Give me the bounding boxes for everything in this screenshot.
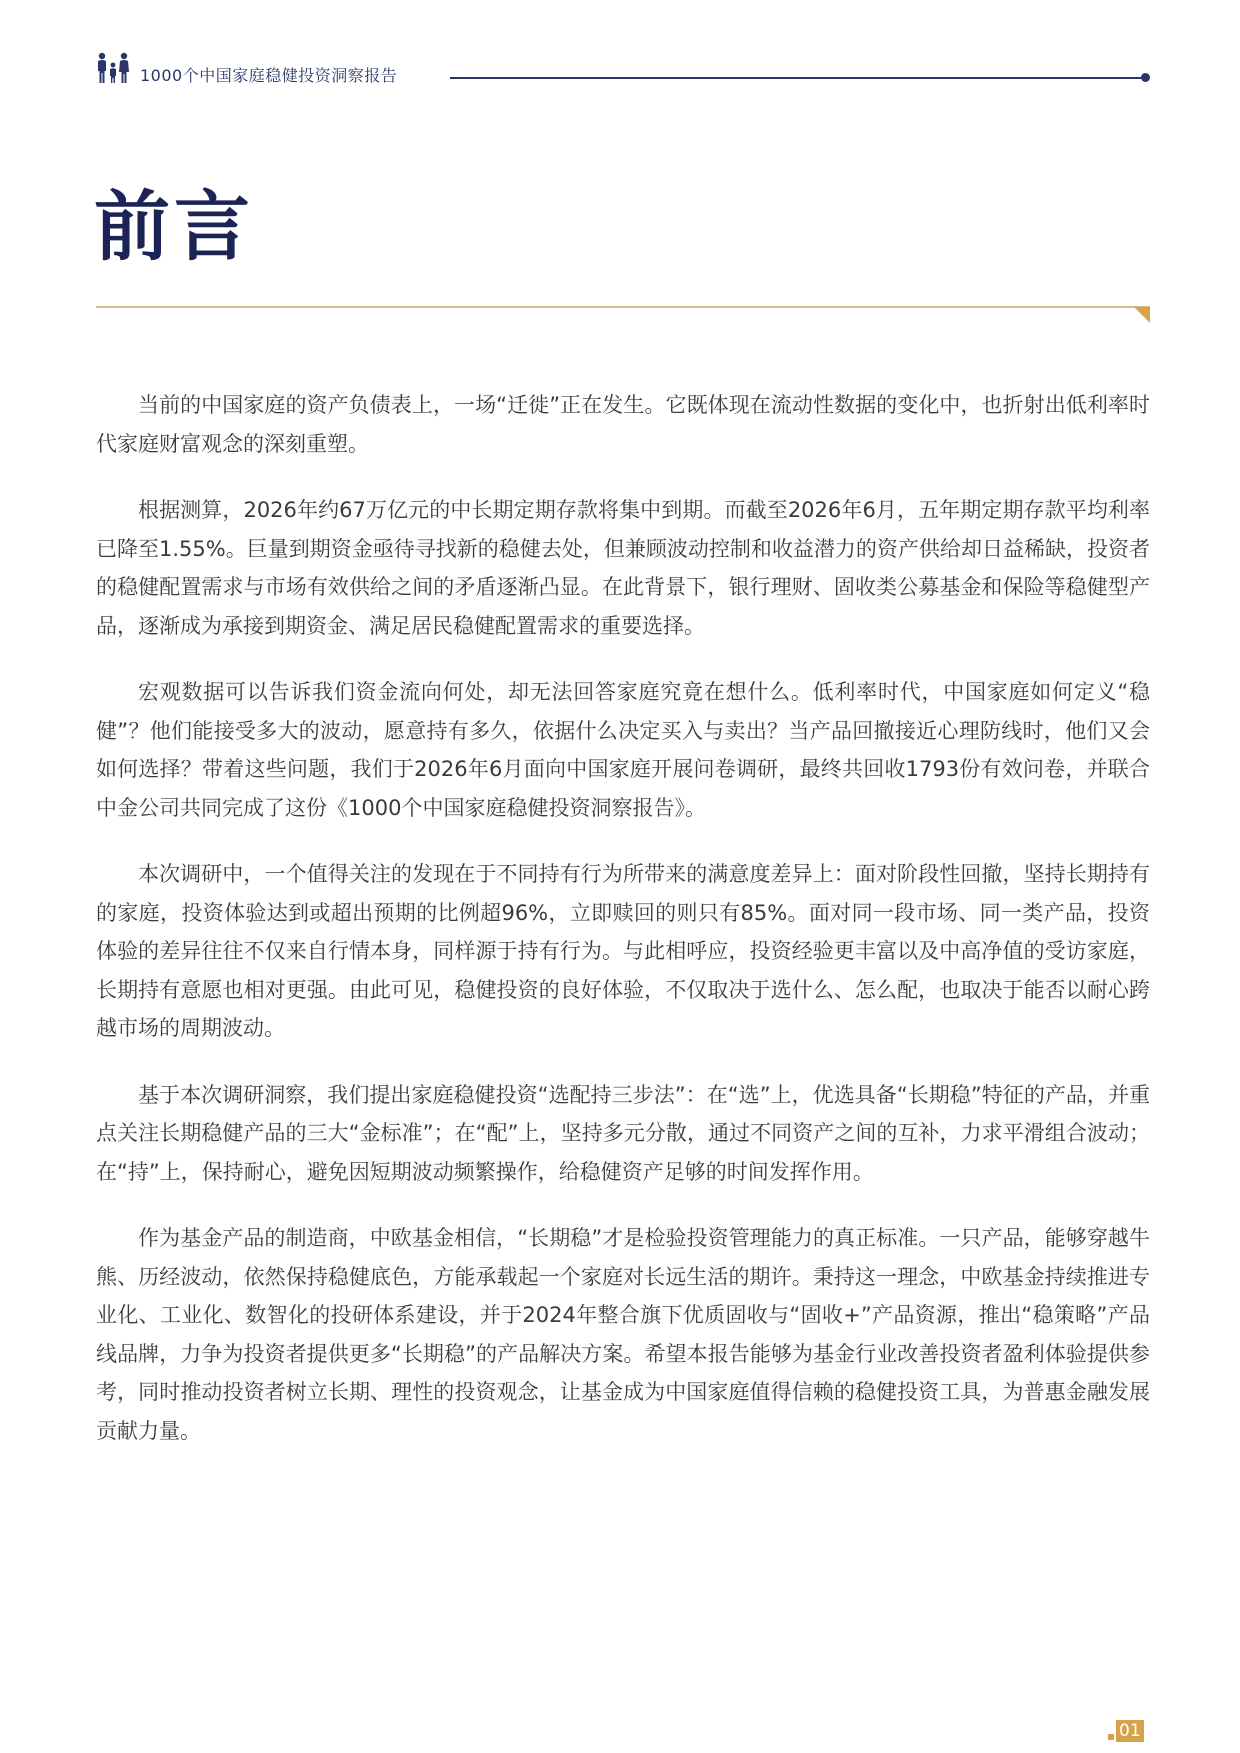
page-title: 前言 xyxy=(94,182,254,271)
paragraph: 作为基金产品的制造商，中欧基金相信，“长期稳”才是检验投资管理能力的真正标准。一只产品，能够穿越牛熊、历经波动，依然保持稳健底色，方能承载起一个家庭对长远生活的期许。秉持这一理念，中欧基金持续推进专业化、工业化、数智化的投研体系建设，并于2024年整合旗下优质固收与“固收+”产品资源，推出“稳策略”产品线品牌，力争为投资者提供更多“长期稳”的产品解决方案。希望本报告能够为基金行业改善投资者盈利体验提供参考，同时推动投资者树立长期、理性的投资观念，让基金成为中国家庭值得信赖的稳健投资工具，为普惠金融发展贡献力量。 xyxy=(96,1226,1150,1443)
family-icon xyxy=(96,52,130,84)
title-divider xyxy=(96,306,1150,308)
title-divider-corner xyxy=(1134,307,1150,323)
page-number: 01 xyxy=(1116,1720,1144,1742)
paragraph: 宏观数据可以告诉我们资金流向何处，却无法回答家庭究竟在想什么。低利率时代，中国家庭如何定义“稳健”？他们能接受多大的波动，愿意持有多久，依据什么决定买入与卖出？当产品回撤接近心理防线时，他们又会如何选择？带着这些问题，我们于2026年6月面向中国家庭开展问卷调研，最终共回收1793份有效问卷，并联合中金公司共同完成了这份《1000个中国家庭稳健投资洞察报告》。 xyxy=(96,680,1150,820)
paragraph: 当前的中国家庭的资产负债表上，一场“迁徙”正在发生。它既体现在流动性数据的变化中，也折射出低利率时代家庭财富观念的深刻重塑。 xyxy=(96,393,1150,456)
header-dot xyxy=(1141,73,1150,82)
page-header xyxy=(96,52,1150,84)
page-number-accent xyxy=(1108,1734,1114,1740)
paragraph: 根据测算，2026年约67万亿元的中长期定期存款将集中到期。而截至2026年6月，五年期定期存款平均利率已降至1.55%。巨量到期资金亟待寻找新的稳健去处，但兼顾波动控制和收益潜力的资产供给却日益稀缺，投资者的稳健配置需求与市场有效供给之间的矛盾逐渐凸显。在此背景下，银行理财、固收类公募基金和保险等稳健型产品，逐渐成为承接到期资金、满足居民稳健配置需求的重要选择。 xyxy=(96,498,1150,638)
preface-body xyxy=(96,386,1150,1478)
paragraph: 本次调研中，一个值得关注的发现在于不同持有行为所带来的满意度差异上：面对阶段性回撤，坚持长期持有的家庭，投资体验达到或超出预期的比例超96%，立即赎回的则只有85%。面对同一段市场、同一类产品，投资体验的差异往往不仅来自行情本身，同样源于持有行为。与此相呼应，投资经验更丰富以及中高净值的受访家庭，长期持有意愿也相对更强。由此可见，稳健投资的良好体验，不仅取决于选什么、怎么配，也取决于能否以耐心跨越市场的周期波动。 xyxy=(96,862,1150,1040)
header-divider xyxy=(450,77,1144,79)
page-number-badge xyxy=(1108,1720,1144,1742)
report-title: 1000个中国家庭稳健投资洞察报告 xyxy=(140,66,398,85)
paragraph: 基于本次调研洞察，我们提出家庭稳健投资“选配持三步法”：在“选”上，优选具备“长期稳”特征的产品，并重点关注长期稳健产品的三大“金标准”；在“配”上，坚持多元分散，通过不同资产之间的互补，力求平滑组合波动；在“持”上，保持耐心，避免因短期波动频繁操作，给稳健资产足够的时间发挥作用。 xyxy=(96,1082,1150,1184)
